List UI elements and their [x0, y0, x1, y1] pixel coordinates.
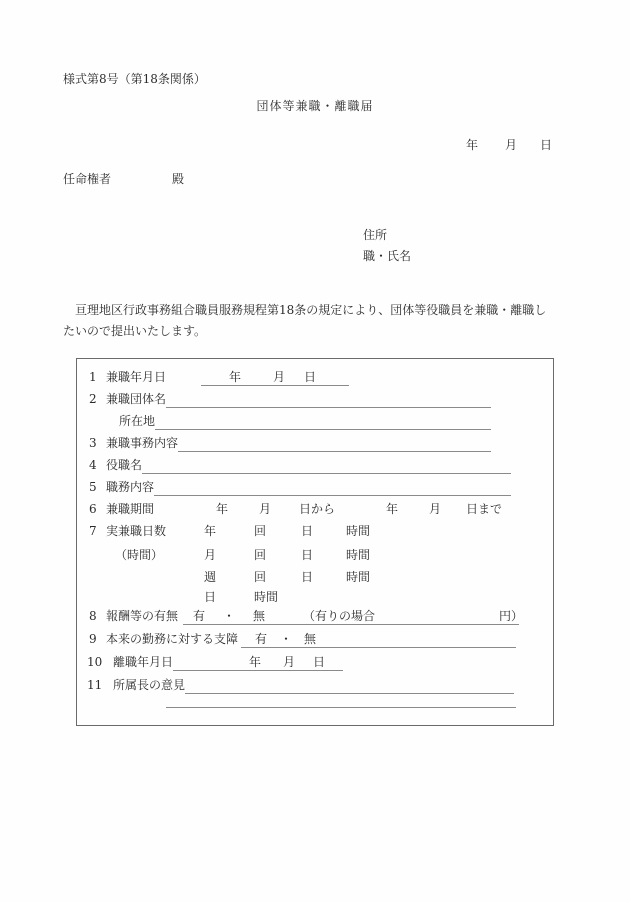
row-2-organization-name — [77, 391, 553, 407]
row-11-supervisor-opinion-line2 — [77, 691, 553, 707]
submitter-address-label: 住所 — [363, 228, 388, 242]
body-paragraph — [63, 300, 571, 342]
row-8-amount-paren-label: （有りの場合 — [303, 609, 376, 623]
row-11-number: 11 — [87, 678, 103, 692]
row-3-number: 3 — [89, 436, 97, 450]
row-7-week-hours-label: 時間 — [346, 570, 371, 584]
row-7-week-times-label: 回 — [254, 570, 267, 584]
row-11-label: 所属長の意見 — [113, 678, 186, 692]
row-4-position-title — [77, 457, 553, 473]
row-5-job-description — [77, 479, 553, 495]
row-9-label: 本来の勤務に対する支障 — [106, 632, 239, 646]
row-2b-organization-location — [77, 413, 553, 429]
row-2-label: 兼職団体名 — [106, 392, 167, 406]
row-6-to-day-label: 日まで — [466, 502, 503, 516]
row-6-label: 兼職期間 — [106, 502, 155, 516]
row-9-option-yes: 有 — [255, 632, 268, 646]
row-7-actual-days-month — [77, 547, 553, 563]
row-7-week-days-label: 日 — [301, 570, 314, 584]
row-6-from-year-label: 年 — [216, 502, 229, 516]
row-8-number: 8 — [89, 609, 97, 623]
header-date-year-label: 年 — [466, 138, 479, 152]
row-8-option-no: 無 — [253, 609, 266, 623]
row-7-actual-days-week — [77, 569, 553, 585]
row-7-actual-days-year — [77, 523, 553, 539]
body-paragraph-line1: 亘理地区行政事務組合職員服務規程第18条の規定により、団体等役職員を兼職・離職し — [63, 303, 547, 317]
row-4-label: 役職名 — [106, 458, 143, 472]
row-10-year-label: 年 — [249, 655, 262, 669]
row-7-day-label: 日 — [204, 590, 217, 604]
row-10-number: 10 — [87, 655, 103, 669]
row-3-duties-description — [77, 435, 553, 451]
row-9-option-separator: ・ — [280, 632, 293, 646]
row-8-option-separator: ・ — [223, 609, 236, 623]
row-1-concurrent-start-date — [77, 369, 553, 385]
header-date-day-label: 日 — [540, 138, 553, 152]
row-4-field-line — [142, 457, 511, 474]
row-7-day-hours-label: 時間 — [254, 590, 279, 604]
row-10-leaving-date — [77, 654, 553, 670]
row-1-label: 兼職年月日 — [106, 370, 167, 384]
row-8-option-yes: 有 — [193, 609, 206, 623]
row-9-interference-with-duties — [77, 631, 553, 647]
row-7-week-label: 週 — [204, 570, 217, 584]
row-7-month-times-label: 回 — [254, 548, 267, 562]
row-7-year-times-label: 回 — [254, 524, 267, 538]
row-6-from-month-label: 月 — [259, 502, 272, 516]
submitter-name-label: 職・氏名 — [363, 249, 412, 263]
row-10-month-label: 月 — [283, 655, 296, 669]
row-1-number: 1 — [89, 370, 97, 384]
row-6-concurrent-period — [77, 501, 553, 517]
row-7-label: 実兼職日数 — [106, 524, 167, 538]
row-7-month-label: 月 — [204, 548, 217, 562]
row-6-to-year-label: 年 — [386, 502, 399, 516]
row-3-field-line — [178, 435, 491, 452]
row-2-number: 2 — [89, 392, 97, 406]
row-7-month-days-label: 日 — [301, 548, 314, 562]
row-8-amount-unit-label: 円） — [499, 609, 524, 623]
row-2b-field-line — [155, 413, 491, 430]
row-1-month-label: 月 — [273, 370, 286, 384]
row-7-year-days-label: 日 — [301, 524, 314, 538]
row-2b-label: 所在地 — [119, 414, 156, 428]
row-1-year-label: 年 — [229, 370, 242, 384]
row-4-number: 4 — [89, 458, 97, 472]
body-paragraph-line2: たいので提出いたします。 — [63, 324, 207, 338]
row-5-label: 職務内容 — [106, 480, 155, 494]
row-6-number: 6 — [89, 502, 97, 516]
row-8-remuneration — [77, 608, 553, 624]
document-title: 団体等兼職・離職届 — [256, 99, 374, 113]
row-8-label: 報酬等の有無 — [106, 609, 179, 623]
addressee-label: 任命権者 — [63, 172, 112, 186]
row-3-label: 兼職事務内容 — [106, 436, 179, 450]
row-5-number: 5 — [89, 480, 97, 494]
row-7-sub-label: （時間） — [115, 548, 164, 562]
row-7-year-hours-label: 時間 — [346, 524, 371, 538]
row-10-day-label: 日 — [313, 655, 326, 669]
row-1-day-label: 日 — [304, 370, 317, 384]
row-7-month-hours-label: 時間 — [346, 548, 371, 562]
row-9-option-no: 無 — [304, 632, 317, 646]
row-6-to-month-label: 月 — [429, 502, 442, 516]
row-7-number: 7 — [89, 524, 97, 538]
row-9-number: 9 — [89, 632, 97, 646]
row-7-year-label: 年 — [204, 524, 217, 538]
row-10-label: 離職年月日 — [113, 655, 174, 669]
row-6-from-day-label: 日から — [299, 502, 336, 516]
form-number: 様式第8号（第18条関係） — [63, 72, 206, 86]
form-box — [76, 358, 554, 726]
row-5-field-line — [154, 479, 511, 496]
header-date-month-label: 月 — [505, 138, 518, 152]
row-7-actual-days-day — [77, 589, 553, 605]
row-11-field-line-2 — [166, 691, 516, 708]
addressee-honorific: 殿 — [172, 172, 185, 186]
row-2-field-line — [166, 391, 491, 408]
